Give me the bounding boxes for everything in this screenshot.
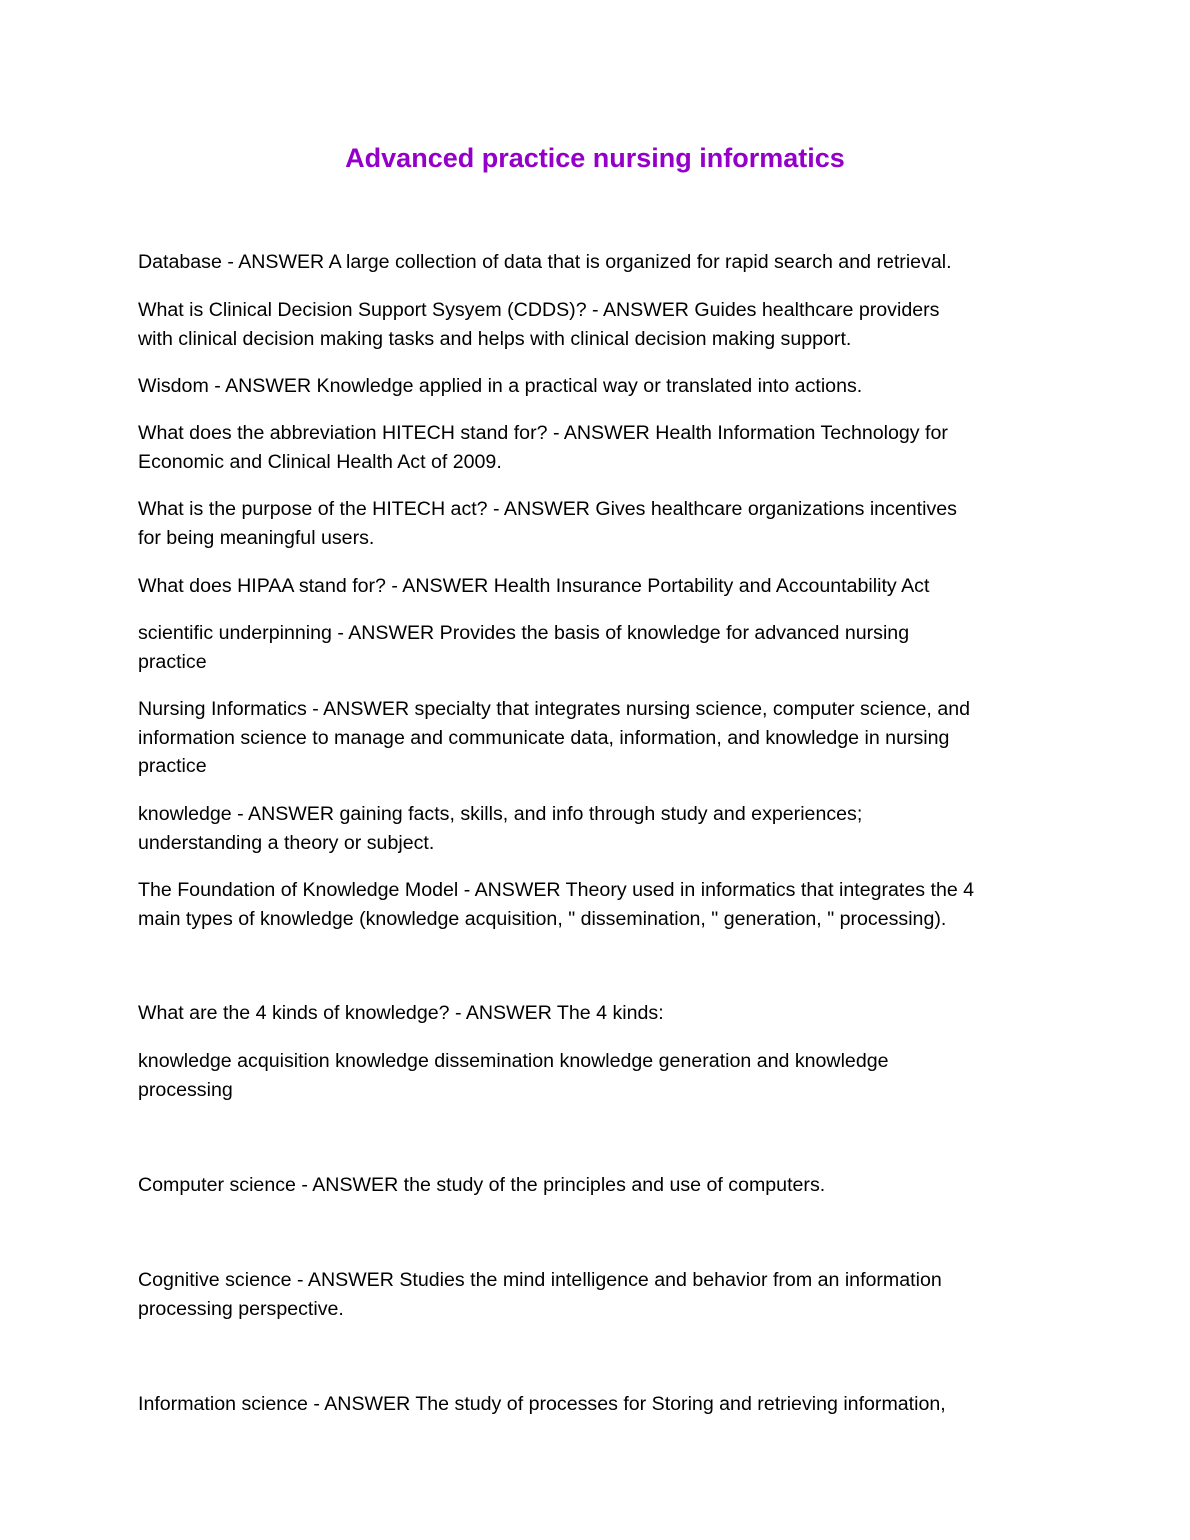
- entry-line: Economic and Clinical Health Act of 2009.: [138, 450, 502, 473]
- entry-line: What are the 4 kinds of knowledge? - ANSWER The 4 kinds:: [138, 1002, 664, 1024]
- entry-line: What does the abbreviation HITECH stand for? - ANSWER Health Information Technology for: [138, 422, 948, 444]
- entry-line: knowledge - ANSWER gaining facts, skills, and info through study and experiences;: [138, 803, 863, 825]
- entry-line: for being meaningful users.: [138, 526, 375, 549]
- qa-entry-nursing-informatics: [138, 695, 1068, 781]
- page-title: Advanced practice nursing informatics: [345, 143, 845, 173]
- entry-line: information science to manage and communicate data, information, and knowledge in nursing: [138, 726, 950, 749]
- entry-line: main types of knowledge (knowledge acquisition, " dissemination, " generation, " processing).: [138, 907, 947, 930]
- entry-line: scientific underpinning - ANSWER Provides the basis of knowledge for advanced nursing: [138, 622, 910, 644]
- qa-entry-knowledge-kinds-list: [138, 1047, 1068, 1104]
- entry-line: Database - ANSWER A large collection of data that is organized for rapid search and retrieval.: [138, 251, 952, 273]
- qa-entry-knowledge: [138, 800, 1068, 857]
- qa-entry-cdds: [138, 296, 1068, 353]
- entry-line: with clinical decision making tasks and helps with clinical decision making support.: [138, 327, 852, 350]
- entry-line: Cognitive science - ANSWER Studies the mind intelligence and behavior from an information: [138, 1269, 942, 1291]
- entry-line: Wisdom - ANSWER Knowledge applied in a practical way or translated into actions.: [138, 375, 863, 397]
- entry-line: understanding a theory or subject.: [138, 831, 435, 854]
- entry-line: processing: [138, 1078, 233, 1101]
- qa-entry-information-science: [138, 1390, 1068, 1419]
- entry-line: Nursing Informatics - ANSWER specialty that integrates nursing science, computer science, and: [138, 698, 971, 720]
- qa-entry-scientific-underpinning: [138, 619, 1068, 676]
- entry-line: What is Clinical Decision Support Sysyem (CDDS)? - ANSWER Guides healthcare providers: [138, 299, 940, 321]
- entry-line: What is the purpose of the HITECH act? - ANSWER Gives healthcare organizations incentives: [138, 498, 957, 520]
- entry-line: processing perspective.: [138, 1297, 344, 1320]
- entry-line: practice: [138, 650, 207, 673]
- qa-entry-hipaa: [138, 572, 1068, 601]
- qa-entry-foundation-of-knowledge-model: [138, 876, 1068, 933]
- qa-entry-cognitive-science: [138, 1266, 1068, 1323]
- qa-entry-wisdom: [138, 372, 1068, 401]
- entry-line: Computer science - ANSWER the study of the principles and use of computers.: [138, 1174, 826, 1196]
- entry-line: The Foundation of Knowledge Model - ANSWER Theory used in informatics that integrates the 4: [138, 879, 975, 901]
- qa-entry-computer-science: [138, 1171, 1068, 1200]
- qa-entry-hitech-abbreviation: [138, 419, 1068, 476]
- entry-line: Information science - ANSWER The study of processes for Storing and retrieving information,: [138, 1393, 946, 1415]
- qa-entry-four-kinds-of-knowledge: [138, 999, 1068, 1028]
- qa-entry-database: [138, 248, 1068, 277]
- entry-line: practice: [138, 755, 207, 778]
- entry-line: knowledge acquisition knowledge dissemination knowledge generation and knowledge: [138, 1050, 889, 1072]
- qa-entry-hitech-purpose: [138, 495, 1068, 552]
- entry-line: What does HIPAA stand for? - ANSWER Health Insurance Portability and Accountability Act: [138, 575, 930, 597]
